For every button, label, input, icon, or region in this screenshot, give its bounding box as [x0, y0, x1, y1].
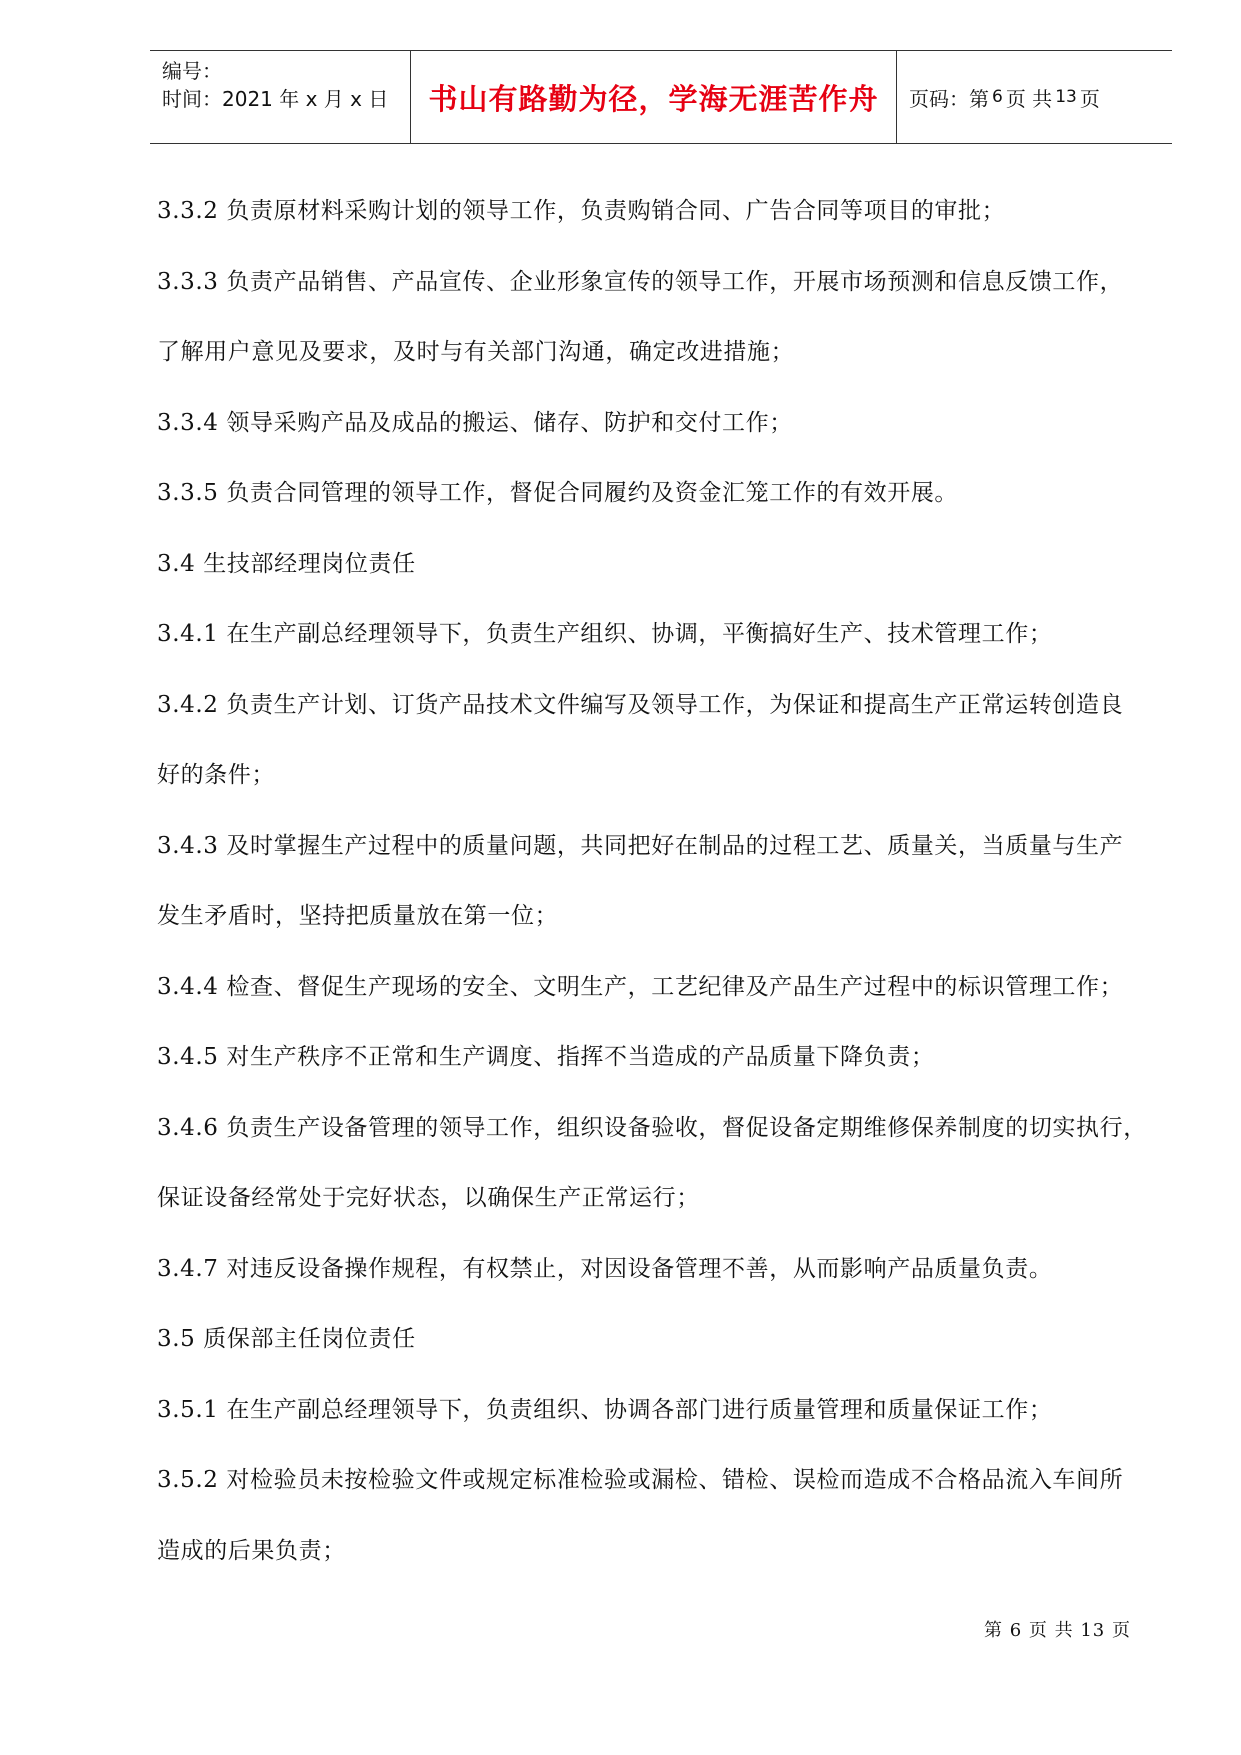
body-line: 3.5.1 在生产副总经理领导下，负责组织、协调各部门进行质量管理和质量保证工作；	[157, 1396, 1053, 1423]
body-line: 3.4.6 负责生产设备管理的领导工作，组织设备验收，督促设备定期维修保养制度的切实执行，	[157, 1114, 1147, 1141]
section-heading: 3.4 生技部经理岗位责任	[157, 550, 416, 577]
date-label: 时间：2021 年 x 月 x 日	[162, 87, 389, 111]
document-body	[157, 196, 1167, 1606]
body-line: 发生矛盾时，坚持把质量放在第一位；	[157, 903, 559, 929]
page-mid: 页 共	[1005, 86, 1053, 111]
header-meta	[150, 51, 410, 143]
page-number: 6	[992, 87, 1003, 107]
body-line: 3.4.3 及时掌握生产过程中的质量问题，共同把好在制品的过程工艺、质量关，当质量与生产	[157, 832, 1124, 859]
body-line: 3.4.7 对违反设备操作规程，有权禁止，对因设备管理不善，从而影响产品质量负责。	[157, 1255, 1053, 1282]
body-line: 3.5.2 对检验员未按检验文件或规定标准检验或漏检、错检、误检而造成不合格品流入车间所	[157, 1467, 1124, 1493]
body-line: 造成的后果负责；	[157, 1537, 346, 1564]
body-line: 3.3.5 负责合同管理的领导工作，督促合同履约及资金汇笼工作的有效开展。	[157, 480, 959, 506]
page-footer: 第 6 页 共 13 页	[984, 1620, 1131, 1641]
page-header	[150, 50, 1172, 144]
body-line: 3.3.3 负责产品销售、产品宣传、企业形象宣传的领导工作，开展市场预测和信息反馈工作，	[157, 268, 1124, 295]
header-motto: 书山有路勤为径，学海无涯苦作舟	[410, 51, 897, 143]
body-line: 3.4.1 在生产副总经理领导下，负责生产组织、协调，平衡搞好生产、技术管理工作；	[157, 621, 1053, 647]
header-page-indicator	[897, 51, 1172, 143]
body-line: 3.4.4 检查、督促生产现场的安全、文明生产，工艺纪律及产品生产过程中的标识管理工作；	[157, 973, 1124, 1000]
section-heading: 3.5 质保部主任岗位责任	[157, 1326, 416, 1352]
body-line: 3.3.4 领导采购产品及成品的搬运、储存、防护和交付工作；	[157, 409, 793, 436]
body-line: 3.3.2 负责原材料采购计划的领导工作，负责购销合同、广告合同等项目的审批；	[157, 198, 1006, 224]
body-line: 保证设备经常处于完好状态，以确保生产正常运行；	[157, 1185, 700, 1211]
page-prefix: 页码：第	[909, 86, 989, 111]
serial-number-label: 编号：	[162, 59, 222, 83]
body-line: 好的条件；	[157, 762, 275, 788]
body-line: 了解用户意见及要求，及时与有关部门沟通，确定改进措施；	[157, 339, 795, 365]
body-line: 3.4.5 对生产秩序不正常和生产调度、指挥不当造成的产品质量下降负责；	[157, 1044, 935, 1070]
page-total: 13	[1055, 87, 1077, 107]
body-line: 3.4.2 负责生产计划、订货产品技术文件编写及领导工作，为保证和提高生产正常运转创造良	[157, 691, 1124, 718]
page-suffix: 页	[1079, 86, 1100, 111]
